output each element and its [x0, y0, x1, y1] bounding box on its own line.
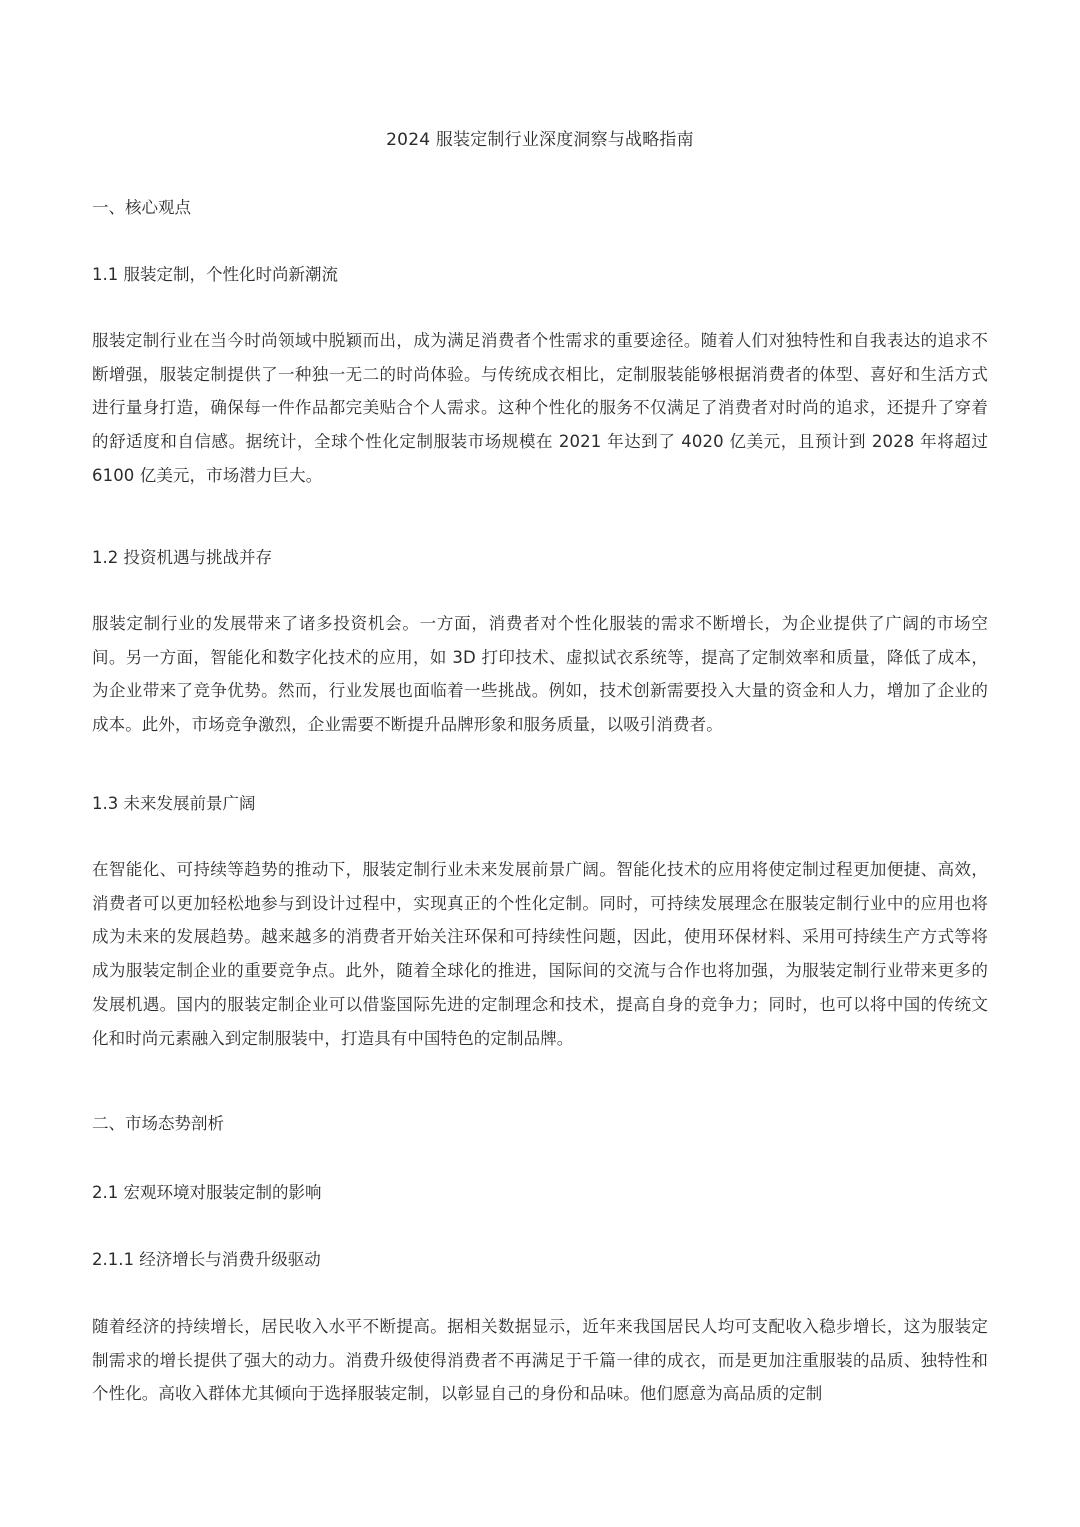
section-heading-core-views: 一、核心观点 [92, 198, 191, 217]
subsection-heading-1-3: 1.3 未来发展前景广阔 [92, 794, 256, 813]
subsection-heading-2-1-1: 2.1.1 经济增长与消费升级驱动 [92, 1250, 321, 1269]
section-heading-market-analysis: 二、市场态势剖析 [92, 1114, 224, 1133]
paragraph-2-1-1: 随着经济的持续增长，居民收入水平不断提高。据相关数据显示，近年来我国居民人均可支配收入稳步增长，这为服装定制需求的增长提供了强大的动力。消费升级使得消费者不再满足于千篇一律的成衣，而是更加注重服装的品质、独特性和个性化。高收入群体尤其倾向于选择服装定制，以彰显自己的身份和品味。他们愿意为高品质的定制 [92, 1317, 988, 1404]
paragraph-1-1: 服装定制行业在当今时尚领域中脱颖而出，成为满足消费者个性需求的重要途径。随着人们对独特性和自我表达的追求不断增强，服装定制提供了一种独一无二的时尚体验。与传统成衣相比，定制服装能够根据消费者的体型、喜好和生活方式进行量身打造，确保每一件作品都完美贴合个人需求。这种个性化的服务不仅满足了消费者对时尚的追求，还提升了穿着的舒适度和自信感。据统计，全球个性化定制服装市场规模在 2021 年达到了 4020 亿美元，且预计到 2028 年将超过 6100 亿美元，市场潜力巨大。 [92, 331, 988, 485]
paragraph-1-3: 在智能化、可持续等趋势的推动下，服装定制行业未来发展前景广阔。智能化技术的应用将使定制过程更加便捷、高效，消费者可以更加轻松地参与到设计过程中，实现真正的个性化定制。同时，可持续发展理念在服装定制行业中的应用也将成为未来的发展趋势。越来越多的消费者开始关注环保和可持续性问题，因此，使用环保材料、采用可持续生产方式等将成为服装定制企业的重要竞争点。此外，随着全球化的推进，国际间的交流与合作也将加强，为服装定制行业带来更多的发展机遇。国内的服装定制企业可以借鉴国际先进的定制理念和技术，提高自身的竞争力；同时，也可以将中国的传统文化和时尚元素融入到定制服装中，打造具有中国特色的定制品牌。 [92, 860, 988, 1048]
subsection-heading-1-2: 1.2 投资机遇与挑战并存 [92, 548, 272, 567]
subsection-heading-1-1: 1.1 服装定制，个性化时尚新潮流 [92, 265, 338, 284]
paragraph-1-2: 服装定制行业的发展带来了诸多投资机会。一方面，消费者对个性化服装的需求不断增长，为企业提供了广阔的市场空间。另一方面，智能化和数字化技术的应用，如 3D 打印技术、虚拟试衣系统等，提高了定制效率和质量，降低了成本，为企业带来了竞争优势。然而，行业发展也面临着一些挑战。例如，技术创新需要投入大量的资金和人力，增加了企业的成本。此外，市场竞争激烈，企业需要不断提升品牌形象和服务质量，以吸引消费者。 [92, 614, 988, 735]
subsection-heading-2-1: 2.1 宏观环境对服装定制的影响 [92, 1183, 322, 1202]
document-title: 2024 服装定制行业深度洞察与战略指南 [386, 130, 694, 150]
document-page [92, 0, 988, 1527]
